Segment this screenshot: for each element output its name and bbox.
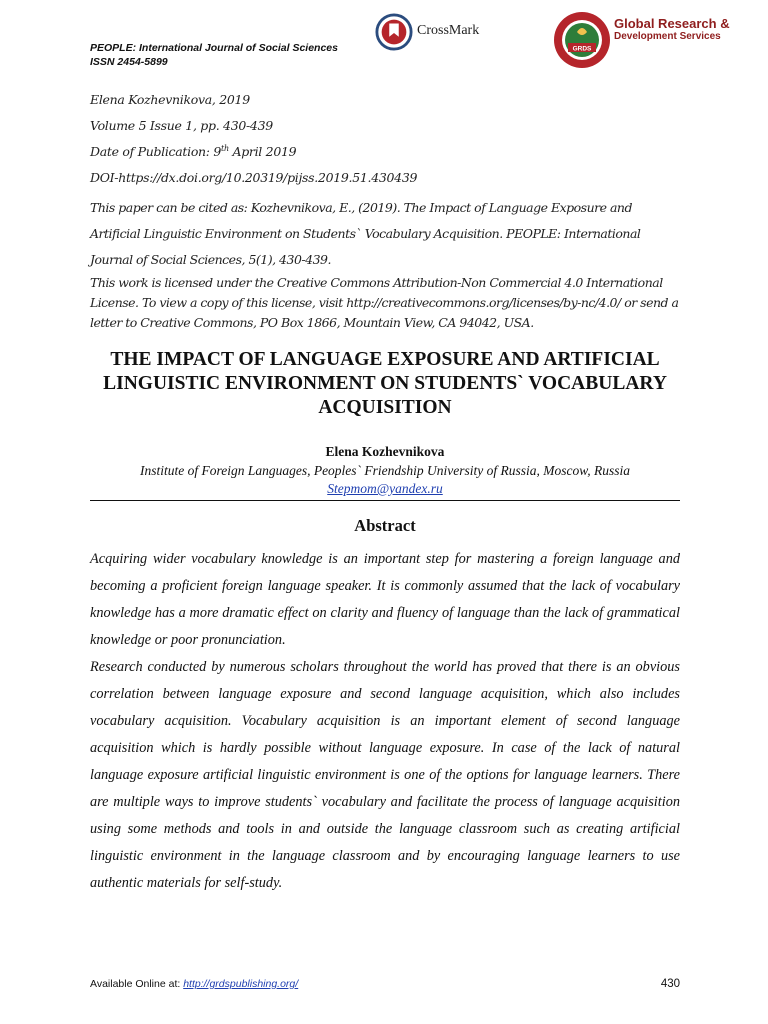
meta-date-sup: th bbox=[221, 143, 229, 153]
journal-name: PEOPLE: International Journal of Social Sciences bbox=[90, 42, 338, 54]
page-number: 430 bbox=[660, 978, 680, 990]
grds-name-line1: Global Research & bbox=[614, 16, 730, 31]
footer-availability bbox=[90, 978, 298, 990]
meta-author-year: Elena Kozhevnikova, 2019 bbox=[90, 92, 250, 107]
journal-header bbox=[90, 41, 338, 69]
divider bbox=[90, 500, 680, 501]
meta-license: This work is licensed under the Creative Commons Attribution-Non Commercial 4.0 International License. To view a copy of this license, visit http://creativecommons.org/licenses/by-nc/4.0/ or send a letter to Creative Commons, PO Box 1866, Mountain View, CA 94042, USA. bbox=[90, 275, 679, 330]
grds-seal-icon bbox=[552, 10, 612, 70]
crossmark-icon bbox=[375, 13, 413, 51]
meta-date-prefix: Date of Publication: 9 bbox=[90, 144, 222, 159]
grds-name-line2: Development Services bbox=[614, 31, 721, 42]
paper-author: Elena Kozhevnikova bbox=[325, 444, 445, 459]
paper-email bbox=[90, 481, 680, 497]
paper-affiliation: Institute of Foreign Languages, Peoples` Friendship University of Russia, Moscow, Russia bbox=[139, 463, 631, 478]
meta-date-suffix: April 2019 bbox=[228, 144, 297, 159]
paper-title: THE IMPACT OF LANGUAGE EXPOSURE AND ARTIFICIAL LINGUISTIC ENVIRONMENT ON STUDENTS` VOCABULARY ACQUISITION bbox=[103, 349, 667, 418]
meta-doi[interactable]: DOI-https://dx.doi.org/10.20319/pijss.2019.51.430439 bbox=[90, 170, 418, 185]
footer-available-label: Available Online at: bbox=[90, 978, 184, 990]
email-link[interactable]: Stepmom@yandex.ru bbox=[327, 481, 443, 496]
abstract-body bbox=[90, 546, 680, 897]
crossmark-badge[interactable] bbox=[375, 13, 479, 51]
grds-logo-block bbox=[552, 10, 730, 70]
grds-badge-text: GRDS bbox=[572, 45, 592, 53]
journal-issn: ISSN 2454-5899 bbox=[90, 56, 168, 68]
meta-citation: This paper can be cited as: Kozhevnikova, E., (2019). The Impact of Language Exposure and Artificial Linguistic Environment on Students` Vocabulary Acquisition. PEOPLE: International Journal of Social Sciences, 5(1), 430-439. bbox=[90, 200, 641, 267]
meta-date bbox=[90, 144, 680, 159]
footer-url-link[interactable]: http://grdspublishing.org/ bbox=[183, 978, 299, 990]
grds-name bbox=[614, 17, 730, 43]
meta-volume: Volume 5 Issue 1, pp. 430-439 bbox=[90, 118, 273, 133]
abstract-paragraph-1: Acquiring wider vocabulary knowledge is an important step for mastering a foreign language and becoming a proficient foreign language speaker. It is commonly assumed that the lack of vocabulary knowledge has a more dramatic effect on clarity and fluency of language than the lack of grammatical knowledge or poor pronunciation. bbox=[90, 551, 680, 648]
abstract-heading: Abstract bbox=[354, 516, 416, 535]
abstract-paragraph-2: Research conducted by numerous scholars throughout the world has proved that there is an obvious correlation between language exposure and second language acquisition, which also includes vocabulary acquisition. Vocabulary acquisition is an important element of second language acquisition which is hardly possible without language exposure. In case of the lack of natural language exposure artificial linguistic environment is one of the options for language learners. There are multiple ways to improve students` vocabulary and facilitate the process of language acquisition using some methods and tools in and outside the language classroom such as creating artificial linguistic environment in the language classroom and by encouraging language learners to use authentic materials for self-study. bbox=[90, 659, 680, 891]
crossmark-label: CrossMark bbox=[417, 23, 480, 38]
